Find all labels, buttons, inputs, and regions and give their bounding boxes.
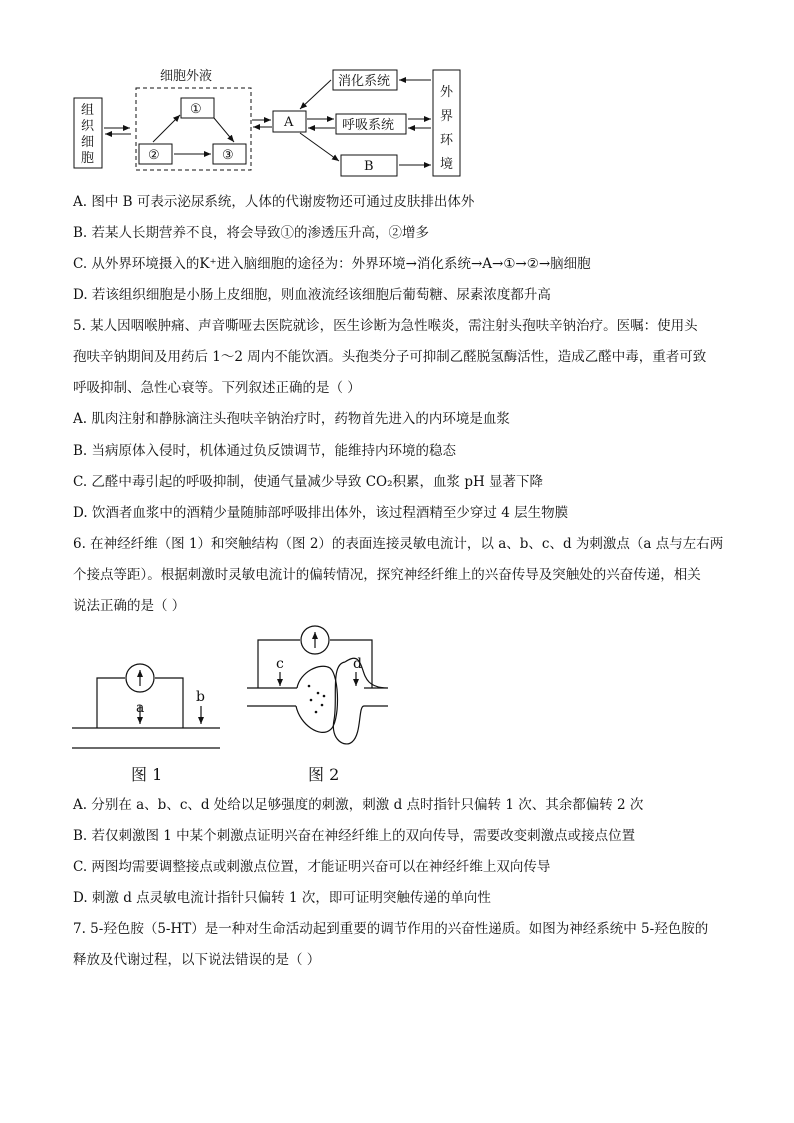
q4-option-c: C. 从外界环境摄入的K⁺进入脑细胞的途径为：外界环境→消化系统→A→①→②→脑细胞 xyxy=(73,256,591,272)
tissue-cell-char-1: 组 xyxy=(81,103,95,118)
tissue-cell-char-3: 细 xyxy=(81,135,95,150)
external-char-3: 环 xyxy=(440,133,454,148)
node-3-label: ③ xyxy=(222,148,234,163)
fig2-label-c: c xyxy=(276,656,284,672)
q6-option-a: A. 分别在 a、b、c、d 处给以足够强度的刺激，刺激 d 点时指针只偏转 1 次、其余都偏转 2 次 xyxy=(73,797,644,813)
node-b-label: B xyxy=(364,159,374,174)
fig2-caption: 图 2 xyxy=(308,765,340,784)
q5-option-b: B. 当病原体入侵时，机体通过负反馈调节，能维持内环境的稳态 xyxy=(73,443,457,459)
q6-option-b: B. 若仅刺激图 1 中某个刺激点证明兴奋在神经纤维上的双向传导，需要改变刺激点或接点位置 xyxy=(73,828,636,844)
ecf-title: 细胞外液 xyxy=(160,69,213,84)
q6-option-c: C. 两图均需要调整接点或刺激点位置，才能证明兴奋可以在神经纤维上双向传导 xyxy=(73,859,551,875)
digestive-label: 消化系统 xyxy=(338,74,391,89)
q4-option-a: A. 图中 B 可表示泌尿系统，人体的代谢废物还可通过皮肤排出体外 xyxy=(73,194,475,210)
q5-stem-line-2: 孢呋辛钠期间及用药后 1～2 周内不能饮酒。头孢类分子可抑制乙醛脱氢酶活性，造成乙醛中毒，重者可致 xyxy=(73,349,707,365)
fig2-presynaptic-terminal xyxy=(296,666,338,732)
external-char-4: 境 xyxy=(440,157,454,172)
q6-option-d: D. 刺激 d 点灵敏电流计指针只偏转 1 次，即可证明突触传递的单向性 xyxy=(73,890,491,906)
node-1-label: ① xyxy=(190,102,202,117)
q6-stem-line-1: 6. 在神经纤维（图 1）和突触结构（图 2）的表面连接灵敏电流计，以 a、b、c、d 为刺激点（a 点与左右两 xyxy=(73,536,724,552)
node-a-label: A xyxy=(284,115,294,130)
q5-stem-line-3: 呼吸抑制、急性心衰等。下列叙述正确的是（ ） xyxy=(73,380,361,396)
q5-option-c: C. 乙醛中毒引起的呼吸抑制，使通气量减少导致 CO₂积累，血浆 pH 显著下降 xyxy=(73,474,544,490)
q4-option-d: D. 若该组织细胞是小肠上皮细胞，则血液流经该细胞后葡萄糖、尿素浓度都升高 xyxy=(73,287,551,303)
fig2-label-d: d xyxy=(353,656,362,672)
tissue-cell-char-4: 胞 xyxy=(81,151,95,166)
fig1-label-a: a xyxy=(136,700,145,716)
q7-stem-line-1: 7. 5-羟色胺（5-HT）是一种对生命活动起到重要的调节作用的兴奋性递质。如图为神经系统中 5-羟色胺的 xyxy=(73,921,709,937)
fig1-label-b: b xyxy=(196,689,205,705)
q5-stem-line-1: 5. 某人因咽喉肿痛、声音嘶哑去医院就诊，医生诊断为急性喉炎，需注射头孢呋辛钠治疗。医嘱：使用头 xyxy=(73,318,698,334)
external-char-2: 界 xyxy=(440,109,454,124)
external-char-1: 外 xyxy=(440,85,454,100)
q4-option-b: B. 若某人长期营养不良，将会导致①的渗透压升高，②增多 xyxy=(73,225,430,241)
respiratory-label: 呼吸系统 xyxy=(342,118,395,133)
q5-option-d: D. 饮酒者血浆中的酒精少量随肺部呼吸排出体外，该过程酒精至少穿过 4 层生物膜 xyxy=(73,505,569,521)
tissue-cell-char-2: 织 xyxy=(81,119,95,134)
fig1-caption: 图 1 xyxy=(131,765,163,784)
q5-option-a: A. 肌肉注射和静脉滴注头孢呋辛钠治疗时，药物首先进入的内环境是血浆 xyxy=(73,411,510,427)
q6-stem-line-3: 说法正确的是（ ） xyxy=(73,598,186,614)
q7-stem-line-2: 释放及代谢过程，以下说法错误的是（ ） xyxy=(73,952,321,968)
q6-stem-line-2: 个接点等距）。根据刺激时灵敏电流计的偏转情况，探究神经纤维上的兴奋传导及突触处的兴奋传递，相关 xyxy=(73,567,701,583)
node-2-label: ② xyxy=(148,148,160,163)
